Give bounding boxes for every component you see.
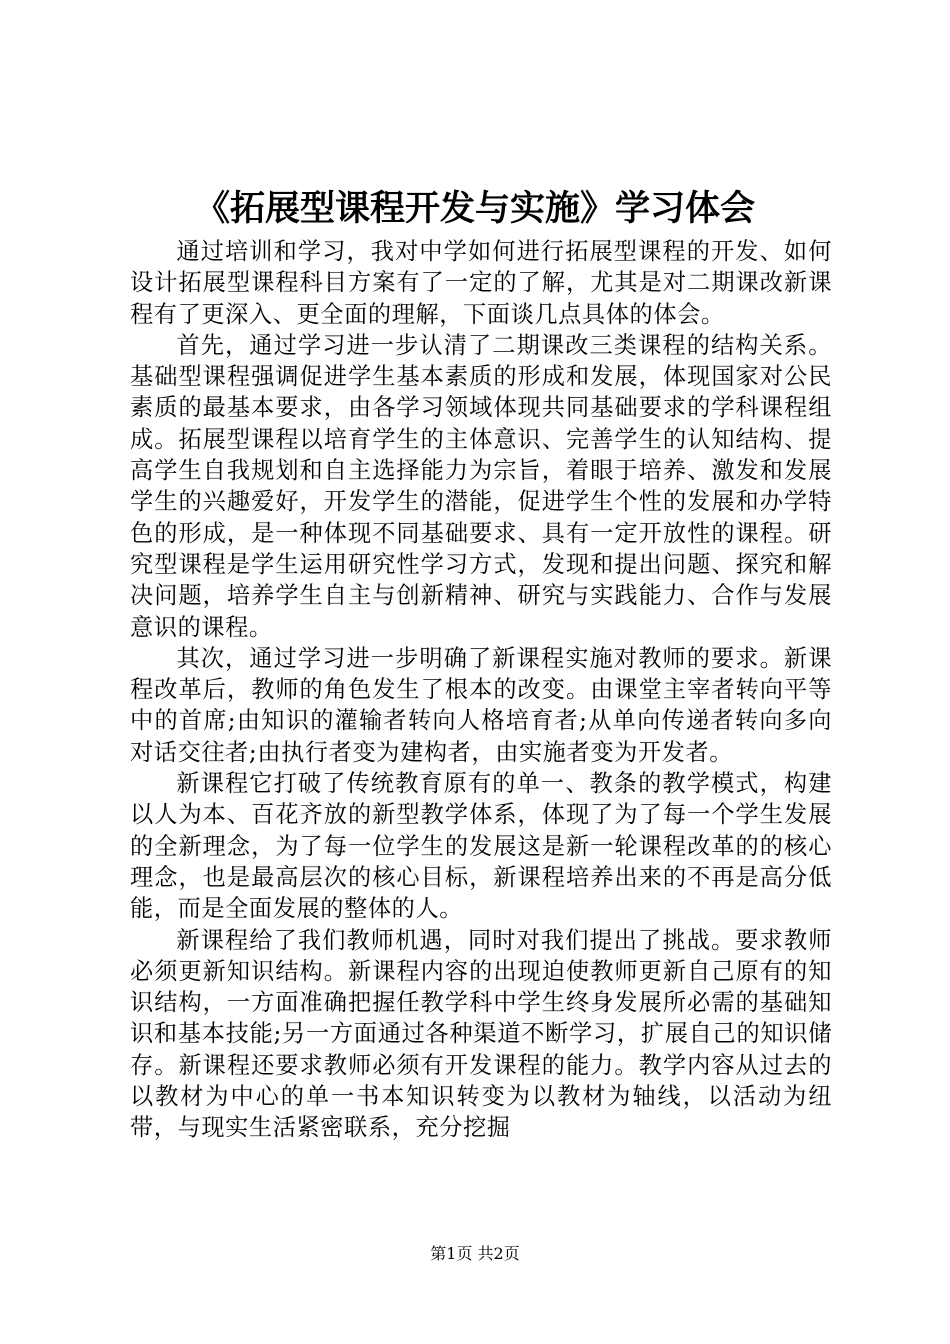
paragraph: 首先，通过学习进一步认清了二期课改三类课程的结构关系。基础型课程强调促进学生基本素质的形成和发展，体现国家对公民素质的最基本要求，由各学习领域体现共同基础要求的学科课程组成。拓展型课程以培育学生的主体意识、完善学生的认知结构、提高学生自我规划和自主选择能力为宗旨，着眼于培养、激发和发展学生的兴趣爱好，开发学生的潜能，促进学生个性的发展和办学特色的形成，是一种体现不同基础要求、具有一定开放性的课程。研究型课程是学生运用研究性学习方式，发现和提出问题、探究和解决问题，培养学生自主与创新精神、研究与实践能力、合作与发展意识的课程。 — [130, 331, 832, 641]
paragraph: 通过培训和学习，我对中学如何进行拓展型课程的开发、如何设计拓展型课程科目方案有了一定的了解，尤其是对二期课改新课程有了更深入、更全面的理解，下面谈几点具体的体会。 — [130, 238, 832, 328]
document-body — [130, 236, 832, 1144]
paragraph: 新课程它打破了传统教育原有的单一、教条的教学模式，构建以人为本、百花齐放的新型教学体系，体现了为了每一个学生发展的全新理念，为了每一位学生的发展这是新一轮课程改革的的核心理念，也是最高层次的核心目标，新课程培养出来的不再是高分低能，而是全面发展的整体的人。 — [130, 770, 832, 923]
page-number-footer: 第1页 共2页 — [430, 1244, 520, 1263]
paragraph: 其次，通过学习进一步明确了新课程实施对教师的要求。新课程改革后，教师的角色发生了根本的改变。由课堂主宰者转向平等中的首席;由知识的灌输者转向人格培育者;从单向传递者转向多向对话交往者;由执行者变为建构者，由实施者变为开发者。 — [130, 644, 832, 766]
document-title: 《拓展型课程开发与实施》学习体会 — [194, 188, 755, 229]
paragraph: 新课程给了我们教师机遇，同时对我们提出了挑战。要求教师必须更新知识结构。新课程内容的出现迫使教师更新自己原有的知识结构，一方面准确把握任教学科中学生终身发展所必需的基础知识和基本技能;另一方面通过各种渠道不断学习，扩展自己的知识储存。新课程还要求教师必须有开发课程的能力。教学内容从过去的以教材为中心的单一书本知识转变为以教材为轴线，以活动为纽带，与现实生活紧密联系，充分挖掘 — [130, 926, 832, 1142]
